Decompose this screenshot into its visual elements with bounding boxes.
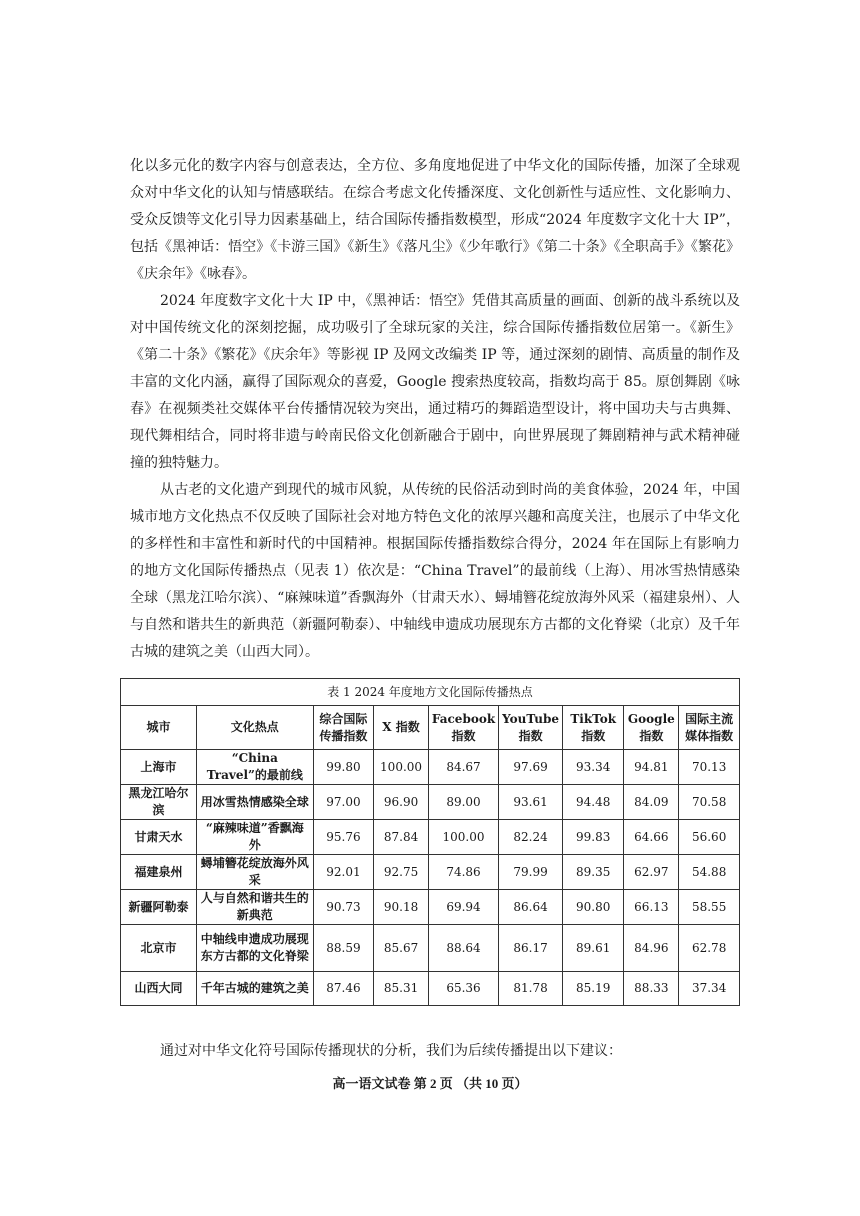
value-cell: 90.80: [563, 890, 624, 925]
topic-cell: “China Travel”的最前线: [197, 750, 314, 785]
value-cell: 92.01: [313, 855, 374, 890]
value-cell: 88.33: [624, 972, 679, 1006]
header-cell: 城市: [121, 706, 197, 750]
header-cell: Facebook 指数: [428, 706, 498, 750]
paragraph-3: 从古老的文化遗产到现代的城市风貌，从传统的民俗活动到时尚的美食体验，2024 年，中国城市地方文化热点不仅反映了国际社会对地方特色文化的浓厚兴趣和高度关注，也展示了中华文化的多样性和丰富性和新时代的中国精神。根据国际传播指数综合得分，2024 年在国际上有影响力的地方文化国际传播热点（见表 1）依次是：“China Travel”的最前线（上海）、用冰雪热情感染全球（黑龙江哈尔滨）、“麻辣味道”香飘海外（甘肃天水）、蟳埔簪花绽放海外风采（福建泉州）、人与自然和谐共生的新典范（新疆阿勒泰）、中轴线申遗成功展现东方古都的文化脊梁（北京）及千年古城的建筑之美（山西大同）。: [130, 482, 740, 660]
value-cell: 89.35: [563, 855, 624, 890]
value-cell: 79.99: [499, 855, 563, 890]
header-cell: TikTok 指数: [563, 706, 624, 750]
value-cell: 93.61: [499, 785, 563, 820]
header-cell: YouTube 指数: [499, 706, 563, 750]
page-footer: 高一语文试卷 第 2 页 （共 10 页）: [332, 1076, 528, 1091]
table-header-row: [121, 706, 740, 750]
topic-cell: “麻辣味道”香飘海外: [197, 820, 314, 855]
value-cell: 89.61: [563, 925, 624, 972]
value-cell: 84.67: [428, 750, 498, 785]
value-cell: 64.66: [624, 820, 679, 855]
value-cell: 62.97: [624, 855, 679, 890]
value-cell: 85.67: [374, 925, 429, 972]
value-cell: 94.48: [563, 785, 624, 820]
value-cell: 97.69: [499, 750, 563, 785]
city-cell: 新疆阿勒泰: [121, 890, 197, 925]
value-cell: 100.00: [428, 820, 498, 855]
header-cell: Google 指数: [624, 706, 679, 750]
city-cell: 黑龙江哈尔滨: [121, 785, 197, 820]
topic-cell: 千年古城的建筑之美: [197, 972, 314, 1006]
table-row: [121, 972, 740, 1006]
value-cell: 84.09: [624, 785, 679, 820]
value-cell: 85.31: [374, 972, 429, 1006]
value-cell: 58.55: [679, 890, 740, 925]
value-cell: 88.64: [428, 925, 498, 972]
value-cell: 92.75: [374, 855, 429, 890]
value-cell: 90.18: [374, 890, 429, 925]
value-cell: 65.36: [428, 972, 498, 1006]
value-cell: 85.19: [563, 972, 624, 1006]
table-row: [121, 925, 740, 972]
value-cell: 70.13: [679, 750, 740, 785]
city-cell: 山西大同: [121, 972, 197, 1006]
value-cell: 66.13: [624, 890, 679, 925]
value-cell: 84.96: [624, 925, 679, 972]
value-cell: 94.81: [624, 750, 679, 785]
table-row: [121, 820, 740, 855]
value-cell: 56.60: [679, 820, 740, 855]
topic-cell: 蟳埔簪花绽放海外风采: [197, 855, 314, 890]
city-cell: 甘肃天水: [121, 820, 197, 855]
header-cell: X 指数: [374, 706, 429, 750]
value-cell: 81.78: [499, 972, 563, 1006]
value-cell: 87.46: [313, 972, 374, 1006]
table-caption: 表 1 2024 年度地方文化国际传播热点: [120, 678, 740, 705]
table-row: [121, 855, 740, 890]
value-cell: 96.90: [374, 785, 429, 820]
value-cell: 69.94: [428, 890, 498, 925]
value-cell: 100.00: [374, 750, 429, 785]
value-cell: 90.73: [313, 890, 374, 925]
value-cell: 82.24: [499, 820, 563, 855]
table-row: [121, 785, 740, 820]
value-cell: 99.83: [563, 820, 624, 855]
value-cell: 99.80: [313, 750, 374, 785]
topic-cell: 用冰雪热情感染全球: [197, 785, 314, 820]
header-cell: 文化热点: [197, 706, 314, 750]
city-cell: 福建泉州: [121, 855, 197, 890]
value-cell: 74.86: [428, 855, 498, 890]
value-cell: 86.17: [499, 925, 563, 972]
value-cell: 95.76: [313, 820, 374, 855]
topic-cell: 人与自然和谐共生的新典范: [197, 890, 314, 925]
value-cell: 89.00: [428, 785, 498, 820]
header-cell: 国际主流媒体指数: [679, 706, 740, 750]
value-cell: 87.84: [374, 820, 429, 855]
paragraph-1: 化以多元化的数字内容与创意表达，全方位、多角度地促进了中华文化的国际传播，加深了全球观众对中华文化的认知与情感联结。在综合考虑文化传播深度、文化创新性与适应性、文化影响力、受众反馈等文化引导力因素基础上，结合国际传播指数模型，形成“2024 年度数字文化十大 IP”，包括《黑神话：悟空》《卡游三国》《新生》《落凡尘》《少年歌行》《第二十条》《全职高手》《繁花》《庆余年》《咏春》。: [130, 158, 740, 282]
value-cell: 93.34: [563, 750, 624, 785]
closing-sentence: 通过对中华文化符号国际传播现状的分析，我们为后续传播提出以下建议：: [160, 1043, 622, 1059]
topic-cell: 中轴线申遗成功展现东方古都的文化脊梁: [197, 925, 314, 972]
paragraph-2: 2024 年度数字文化十大 IP 中，《黑神话：悟空》凭借其高质量的画面、创新的战斗系统以及对中国传统文化的深刻挖掘，成功吸引了全球玩家的关注，综合国际传播指数位居第一。《新生》《第二十条》《繁花》《庆余年》等影视 IP 及网文改编类 IP 等，通过深刻的剧情、高质量的制作及丰富的文化内涵，赢得了国际观众的喜爱，Google 搜索热度较高，指数均高于 85。原创舞剧《咏春》在视频类社交媒体平台传播情况较为突出，通过精巧的舞蹈造型设计，将中国功夫与古典舞、现代舞相结合，同时将非遗与岭南民俗文化创新融合于剧中，向世界展现了舞剧精神与武术精神碰撞的独特魅力。: [130, 293, 740, 471]
value-cell: 54.88: [679, 855, 740, 890]
value-cell: 88.59: [313, 925, 374, 972]
value-cell: 97.00: [313, 785, 374, 820]
value-cell: 70.58: [679, 785, 740, 820]
header-cell: 综合国际传播指数: [313, 706, 374, 750]
value-cell: 62.78: [679, 925, 740, 972]
value-cell: 37.34: [679, 972, 740, 1006]
article-body: [130, 153, 740, 666]
city-cell: 上海市: [121, 750, 197, 785]
table-row: [121, 890, 740, 925]
city-cell: 北京市: [121, 925, 197, 972]
value-cell: 86.64: [499, 890, 563, 925]
table-row: [121, 750, 740, 785]
culture-hotspot-table: [120, 678, 740, 1006]
